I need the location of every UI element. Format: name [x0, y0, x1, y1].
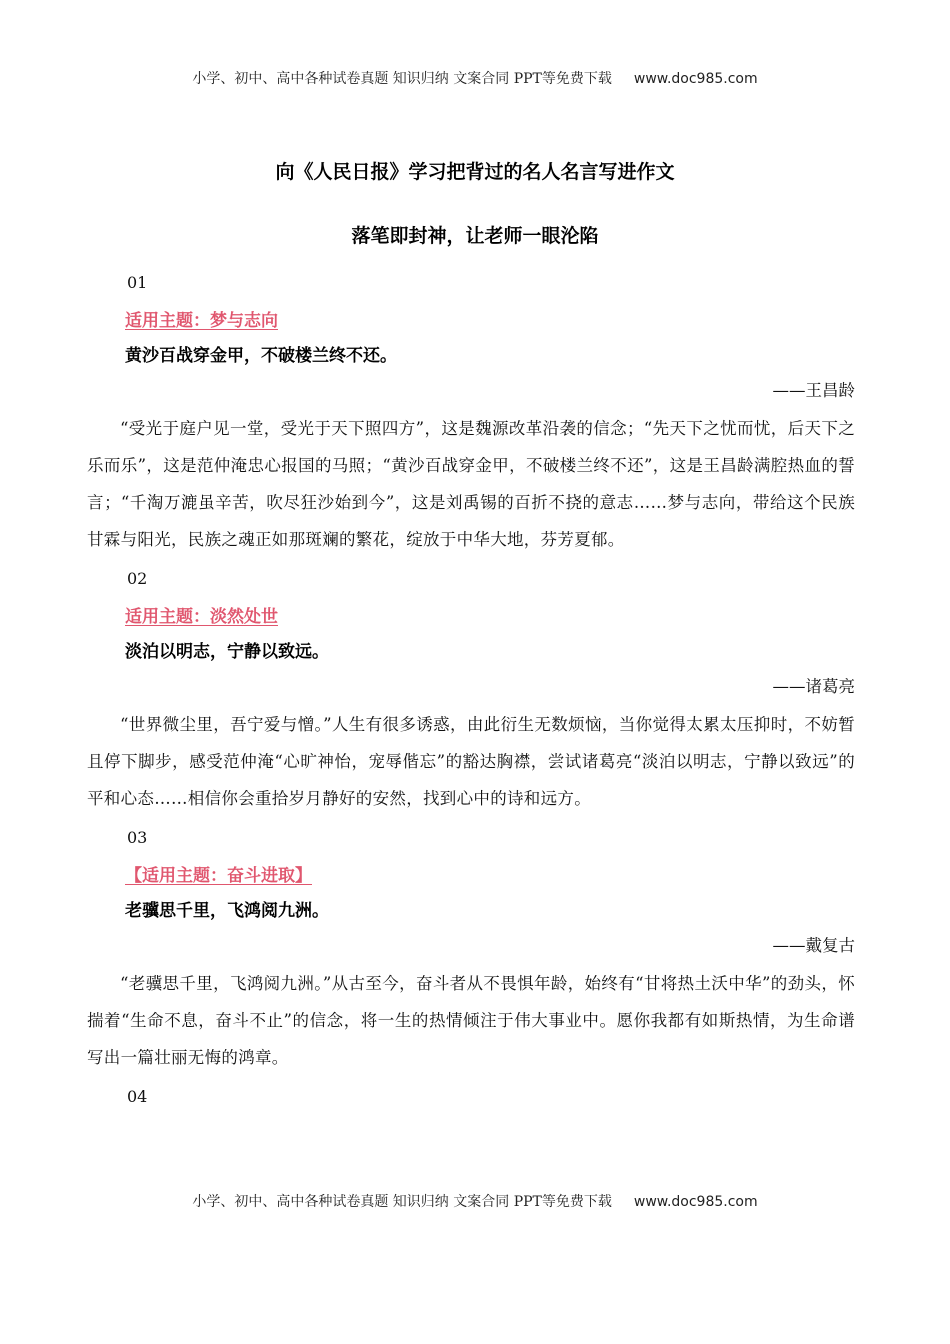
section-number: 01	[127, 273, 148, 292]
section-quote: 老骥思千里，飞鸿阅九洲。	[125, 901, 329, 921]
document-title: 向《人民日报》学习把背过的名人名言写进作文	[275, 161, 675, 183]
header-text: 小学、初中、高中各种试卷真题 知识归纳 文案合同 PPT等免费下载	[192, 71, 612, 87]
section-03	[87, 827, 855, 1076]
page-header	[0, 68, 950, 88]
section-theme: 【适用主题：奋斗进取】	[125, 866, 312, 886]
footer-site-link[interactable]: www.doc985.com	[633, 1194, 758, 1210]
section-number: 03	[127, 828, 148, 847]
section-paragraph: “世界微尘里，吾宁爱与憎。”人生有很多诱惑，由此衍生无数烦恼，当你觉得太累太压抑时，不妨暂且停下脚步，感受范仲淹“心旷神怡，宠辱偕忘”的豁达胸襟，尝试诸葛亮“淡泊以明志，宁静以致远”的平和心态……相信你会重拾岁月静好的安然，找到心中的诗和远方。	[87, 715, 855, 808]
document-body	[87, 272, 855, 1122]
section-01	[87, 272, 855, 558]
section-author: ——诸葛亮	[772, 677, 855, 696]
section-author: ——王昌龄	[772, 381, 855, 400]
next-section-number: 04	[127, 1087, 148, 1106]
section-quote: 淡泊以明志，宁静以致远。	[125, 642, 329, 662]
section-paragraph: “受光于庭户见一堂，受光于天下照四方”，这是魏源改革沿袭的信念；“先天下之忧而忧，后天下之乐而乐”，这是范仲淹忠心报国的马照；“黄沙百战穿金甲，不破楼兰终不还”，这是王昌龄满腔热血的誓言；“千淘万漉虽辛苦，吹尽狂沙始到今”，这是刘禹锡的百折不挠的意志……梦与志向，带给这个民族甘霖与阳光，民族之魂正如那斑斓的繁花，绽放于中华大地，芬芳夏郁。	[87, 419, 855, 549]
header-site-link[interactable]: www.doc985.com	[633, 71, 758, 87]
section-theme: 适用主题：淡然处世	[125, 607, 278, 627]
footer-text: 小学、初中、高中各种试卷真题 知识归纳 文案合同 PPT等免费下载	[192, 1194, 612, 1210]
page-footer	[0, 1191, 950, 1211]
section-02	[87, 568, 855, 817]
section-paragraph: “老骥思千里，飞鸿阅九洲。”从古至今，奋斗者从不畏惧年龄，始终有“甘将热土沃中华”的劲头，怀揣着“生命不息，奋斗不止”的信念，将一生的热情倾注于伟大事业中。愿你我都有如斯热情，为生命谱写出一篇壮丽无悔的鸿章。	[87, 974, 855, 1067]
section-author: ——戴复古	[772, 936, 855, 955]
section-number: 02	[127, 569, 148, 588]
document-subtitle: 落笔即封神，让老师一眼沦陷	[351, 225, 599, 247]
section-theme: 适用主题：梦与志向	[125, 311, 278, 331]
section-quote: 黄沙百战穿金甲，不破楼兰终不还。	[125, 346, 397, 366]
